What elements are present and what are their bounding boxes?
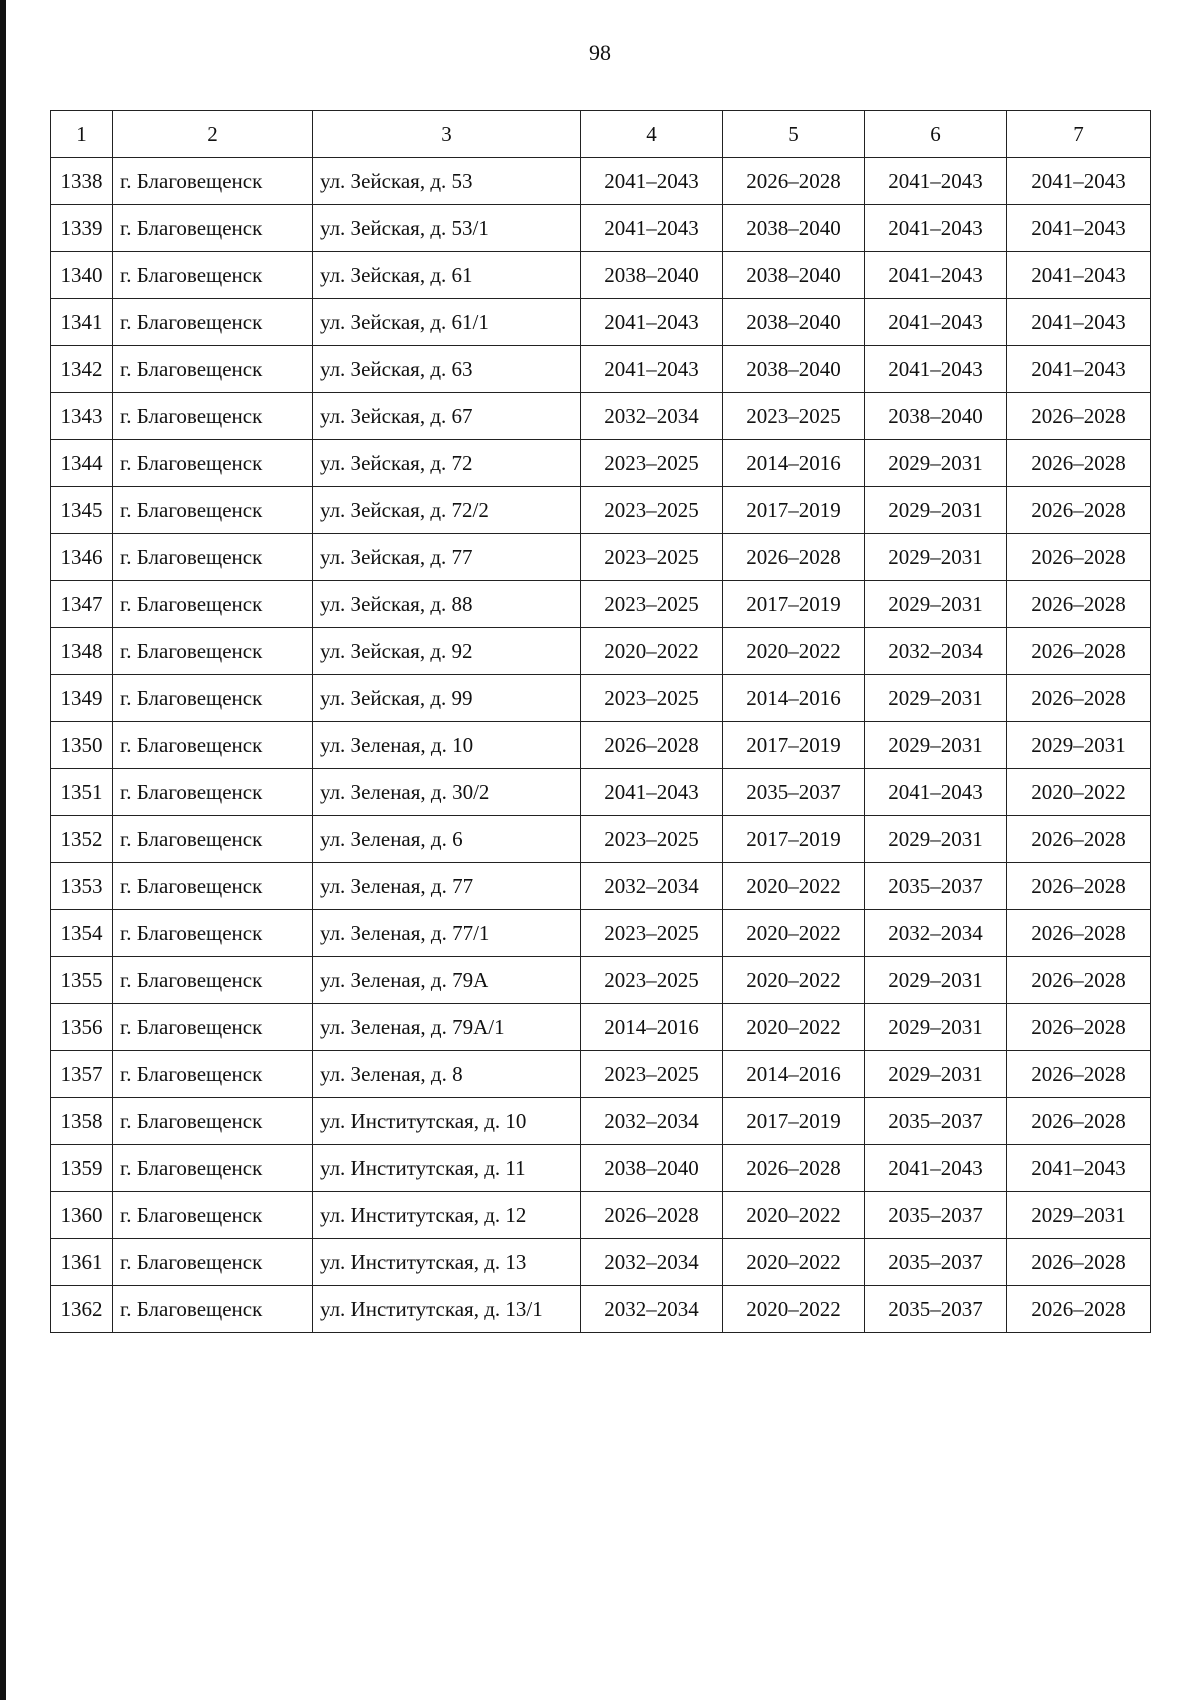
cell-period-5: 2038–2040 bbox=[723, 346, 865, 393]
table-row bbox=[51, 628, 1151, 675]
cell-city: г. Благовещенск bbox=[113, 722, 313, 769]
cell-address: ул. Зейская, д. 72 bbox=[313, 440, 581, 487]
cell-period-7: 2026–2028 bbox=[1007, 816, 1151, 863]
cell-address: ул. Институтская, д. 11 bbox=[313, 1145, 581, 1192]
cell-row-number: 1360 bbox=[51, 1192, 113, 1239]
cell-period-5: 2017–2019 bbox=[723, 722, 865, 769]
cell-period-6: 2029–2031 bbox=[865, 722, 1007, 769]
cell-period-5: 2038–2040 bbox=[723, 299, 865, 346]
table-row bbox=[51, 816, 1151, 863]
cell-period-4: 2041–2043 bbox=[581, 769, 723, 816]
table-row bbox=[51, 957, 1151, 1004]
cell-address: ул. Зейская, д. 63 bbox=[313, 346, 581, 393]
cell-period-6: 2041–2043 bbox=[865, 346, 1007, 393]
cell-period-6: 2029–2031 bbox=[865, 440, 1007, 487]
cell-period-7: 2026–2028 bbox=[1007, 534, 1151, 581]
cell-period-7: 2029–2031 bbox=[1007, 722, 1151, 769]
cell-period-7: 2041–2043 bbox=[1007, 205, 1151, 252]
cell-period-5: 2020–2022 bbox=[723, 1004, 865, 1051]
cell-city: г. Благовещенск bbox=[113, 1004, 313, 1051]
cell-row-number: 1340 bbox=[51, 252, 113, 299]
cell-row-number: 1344 bbox=[51, 440, 113, 487]
cell-address: ул. Зеленая, д. 6 bbox=[313, 816, 581, 863]
cell-period-5: 2020–2022 bbox=[723, 1286, 865, 1333]
cell-city: г. Благовещенск bbox=[113, 1145, 313, 1192]
cell-period-7: 2041–2043 bbox=[1007, 1145, 1151, 1192]
cell-period-5: 2020–2022 bbox=[723, 910, 865, 957]
cell-period-7: 2041–2043 bbox=[1007, 158, 1151, 205]
cell-period-4: 2038–2040 bbox=[581, 252, 723, 299]
cell-address: ул. Институтская, д. 10 bbox=[313, 1098, 581, 1145]
cell-period-6: 2041–2043 bbox=[865, 299, 1007, 346]
cell-period-5: 2020–2022 bbox=[723, 957, 865, 1004]
cell-period-6: 2029–2031 bbox=[865, 675, 1007, 722]
column-header-4: 4 bbox=[581, 111, 723, 158]
cell-period-5: 2020–2022 bbox=[723, 1192, 865, 1239]
cell-period-4: 2032–2034 bbox=[581, 1098, 723, 1145]
cell-city: г. Благовещенск bbox=[113, 252, 313, 299]
cell-city: г. Благовещенск bbox=[113, 816, 313, 863]
cell-row-number: 1341 bbox=[51, 299, 113, 346]
cell-period-6: 2029–2031 bbox=[865, 957, 1007, 1004]
cell-period-5: 2023–2025 bbox=[723, 393, 865, 440]
cell-period-6: 2041–2043 bbox=[865, 205, 1007, 252]
cell-city: г. Благовещенск bbox=[113, 1192, 313, 1239]
cell-period-6: 2035–2037 bbox=[865, 1192, 1007, 1239]
cell-city: г. Благовещенск bbox=[113, 628, 313, 675]
cell-city: г. Благовещенск bbox=[113, 957, 313, 1004]
cell-row-number: 1338 bbox=[51, 158, 113, 205]
cell-city: г. Благовещенск bbox=[113, 487, 313, 534]
cell-period-5: 2014–2016 bbox=[723, 675, 865, 722]
cell-period-6: 2029–2031 bbox=[865, 487, 1007, 534]
cell-period-4: 2023–2025 bbox=[581, 487, 723, 534]
table-row bbox=[51, 675, 1151, 722]
cell-period-4: 2023–2025 bbox=[581, 1051, 723, 1098]
cell-address: ул. Зейская, д. 67 bbox=[313, 393, 581, 440]
cell-period-5: 2020–2022 bbox=[723, 628, 865, 675]
cell-period-6: 2029–2031 bbox=[865, 581, 1007, 628]
cell-period-7: 2041–2043 bbox=[1007, 299, 1151, 346]
cell-period-7: 2029–2031 bbox=[1007, 1192, 1151, 1239]
cell-city: г. Благовещенск bbox=[113, 393, 313, 440]
cell-address: ул. Зейская, д. 53 bbox=[313, 158, 581, 205]
cell-address: ул. Зейская, д. 61/1 bbox=[313, 299, 581, 346]
cell-period-6: 2041–2043 bbox=[865, 769, 1007, 816]
cell-period-6: 2029–2031 bbox=[865, 1051, 1007, 1098]
cell-period-5: 2026–2028 bbox=[723, 158, 865, 205]
cell-period-6: 2032–2034 bbox=[865, 628, 1007, 675]
cell-row-number: 1354 bbox=[51, 910, 113, 957]
table-body bbox=[51, 158, 1151, 1333]
cell-row-number: 1345 bbox=[51, 487, 113, 534]
cell-row-number: 1361 bbox=[51, 1239, 113, 1286]
cell-period-4: 2023–2025 bbox=[581, 910, 723, 957]
cell-city: г. Благовещенск bbox=[113, 863, 313, 910]
cell-address: ул. Зеленая, д. 79А bbox=[313, 957, 581, 1004]
cell-period-4: 2032–2034 bbox=[581, 1286, 723, 1333]
cell-period-6: 2041–2043 bbox=[865, 1145, 1007, 1192]
cell-period-4: 2023–2025 bbox=[581, 581, 723, 628]
cell-address: ул. Зейская, д. 99 bbox=[313, 675, 581, 722]
cell-address: ул. Зейская, д. 53/1 bbox=[313, 205, 581, 252]
cell-address: ул. Зеленая, д. 8 bbox=[313, 1051, 581, 1098]
cell-period-5: 2026–2028 bbox=[723, 1145, 865, 1192]
cell-period-4: 2041–2043 bbox=[581, 346, 723, 393]
cell-city: г. Благовещенск bbox=[113, 769, 313, 816]
cell-city: г. Благовещенск bbox=[113, 205, 313, 252]
cell-row-number: 1349 bbox=[51, 675, 113, 722]
cell-period-4: 2023–2025 bbox=[581, 534, 723, 581]
table-row bbox=[51, 393, 1151, 440]
cell-row-number: 1362 bbox=[51, 1286, 113, 1333]
cell-city: г. Благовещенск bbox=[113, 299, 313, 346]
cell-period-6: 2035–2037 bbox=[865, 1286, 1007, 1333]
cell-address: ул. Институтская, д. 12 bbox=[313, 1192, 581, 1239]
cell-period-4: 2038–2040 bbox=[581, 1145, 723, 1192]
column-header-5: 5 bbox=[723, 111, 865, 158]
cell-period-7: 2026–2028 bbox=[1007, 581, 1151, 628]
table-row bbox=[51, 769, 1151, 816]
cell-period-5: 2014–2016 bbox=[723, 1051, 865, 1098]
cell-address: ул. Зеленая, д. 10 bbox=[313, 722, 581, 769]
table-row bbox=[51, 1051, 1151, 1098]
cell-period-5: 2020–2022 bbox=[723, 1239, 865, 1286]
cell-period-6: 2035–2037 bbox=[865, 1098, 1007, 1145]
table-row bbox=[51, 910, 1151, 957]
cell-row-number: 1350 bbox=[51, 722, 113, 769]
cell-city: г. Благовещенск bbox=[113, 1098, 313, 1145]
cell-period-5: 2017–2019 bbox=[723, 816, 865, 863]
table-row bbox=[51, 1239, 1151, 1286]
schedule-table-container bbox=[50, 110, 1150, 1333]
cell-city: г. Благовещенск bbox=[113, 910, 313, 957]
cell-period-5: 2038–2040 bbox=[723, 252, 865, 299]
cell-row-number: 1357 bbox=[51, 1051, 113, 1098]
cell-row-number: 1346 bbox=[51, 534, 113, 581]
table-row bbox=[51, 1145, 1151, 1192]
cell-period-4: 2041–2043 bbox=[581, 205, 723, 252]
cell-period-5: 2014–2016 bbox=[723, 440, 865, 487]
cell-row-number: 1359 bbox=[51, 1145, 113, 1192]
cell-period-4: 2026–2028 bbox=[581, 722, 723, 769]
cell-period-4: 2023–2025 bbox=[581, 816, 723, 863]
cell-period-5: 2017–2019 bbox=[723, 581, 865, 628]
cell-period-5: 2035–2037 bbox=[723, 769, 865, 816]
cell-period-7: 2041–2043 bbox=[1007, 252, 1151, 299]
cell-period-6: 2041–2043 bbox=[865, 158, 1007, 205]
cell-period-7: 2026–2028 bbox=[1007, 1098, 1151, 1145]
cell-period-7: 2026–2028 bbox=[1007, 1004, 1151, 1051]
table-row bbox=[51, 158, 1151, 205]
table-row bbox=[51, 487, 1151, 534]
cell-period-6: 2029–2031 bbox=[865, 1004, 1007, 1051]
cell-city: г. Благовещенск bbox=[113, 1051, 313, 1098]
cell-row-number: 1348 bbox=[51, 628, 113, 675]
cell-address: ул. Зейская, д. 77 bbox=[313, 534, 581, 581]
cell-row-number: 1358 bbox=[51, 1098, 113, 1145]
page-number: 98 bbox=[589, 40, 611, 65]
table-row bbox=[51, 346, 1151, 393]
cell-address: ул. Институтская, д. 13 bbox=[313, 1239, 581, 1286]
schedule-table bbox=[50, 110, 1151, 1333]
cell-period-5: 2020–2022 bbox=[723, 863, 865, 910]
cell-row-number: 1352 bbox=[51, 816, 113, 863]
cell-period-4: 2023–2025 bbox=[581, 675, 723, 722]
cell-city: г. Благовещенск bbox=[113, 1239, 313, 1286]
cell-address: ул. Зеленая, д. 79А/1 bbox=[313, 1004, 581, 1051]
cell-period-4: 2032–2034 bbox=[581, 393, 723, 440]
cell-period-7: 2026–2028 bbox=[1007, 957, 1151, 1004]
cell-period-4: 2020–2022 bbox=[581, 628, 723, 675]
cell-address: ул. Зеленая, д. 77 bbox=[313, 863, 581, 910]
table-row bbox=[51, 863, 1151, 910]
cell-period-4: 2014–2016 bbox=[581, 1004, 723, 1051]
scan-edge-mark bbox=[0, 0, 6, 1700]
cell-period-6: 2029–2031 bbox=[865, 816, 1007, 863]
cell-address: ул. Зейская, д. 88 bbox=[313, 581, 581, 628]
cell-city: г. Благовещенск bbox=[113, 440, 313, 487]
table-row bbox=[51, 581, 1151, 628]
cell-period-6: 2041–2043 bbox=[865, 252, 1007, 299]
column-header-7: 7 bbox=[1007, 111, 1151, 158]
table-header-row bbox=[51, 111, 1151, 158]
cell-city: г. Благовещенск bbox=[113, 1286, 313, 1333]
cell-address: ул. Зеленая, д. 77/1 bbox=[313, 910, 581, 957]
cell-city: г. Благовещенск bbox=[113, 675, 313, 722]
cell-row-number: 1342 bbox=[51, 346, 113, 393]
column-header-6: 6 bbox=[865, 111, 1007, 158]
cell-period-7: 2026–2028 bbox=[1007, 628, 1151, 675]
table-row bbox=[51, 205, 1151, 252]
table-row bbox=[51, 252, 1151, 299]
table-row bbox=[51, 440, 1151, 487]
cell-period-4: 2041–2043 bbox=[581, 158, 723, 205]
cell-city: г. Благовещенск bbox=[113, 581, 313, 628]
cell-period-7: 2026–2028 bbox=[1007, 910, 1151, 957]
cell-period-4: 2041–2043 bbox=[581, 299, 723, 346]
cell-period-6: 2035–2037 bbox=[865, 863, 1007, 910]
cell-period-4: 2023–2025 bbox=[581, 957, 723, 1004]
cell-row-number: 1339 bbox=[51, 205, 113, 252]
column-header-2: 2 bbox=[113, 111, 313, 158]
cell-period-7: 2026–2028 bbox=[1007, 440, 1151, 487]
cell-period-4: 2023–2025 bbox=[581, 440, 723, 487]
cell-row-number: 1353 bbox=[51, 863, 113, 910]
cell-period-7: 2026–2028 bbox=[1007, 1286, 1151, 1333]
table-row bbox=[51, 1192, 1151, 1239]
table-row bbox=[51, 722, 1151, 769]
cell-period-7: 2026–2028 bbox=[1007, 393, 1151, 440]
cell-city: г. Благовещенск bbox=[113, 158, 313, 205]
cell-address: ул. Зейская, д. 92 bbox=[313, 628, 581, 675]
cell-period-7: 2041–2043 bbox=[1007, 346, 1151, 393]
cell-period-4: 2032–2034 bbox=[581, 863, 723, 910]
cell-period-7: 2020–2022 bbox=[1007, 769, 1151, 816]
cell-row-number: 1343 bbox=[51, 393, 113, 440]
table-row bbox=[51, 1098, 1151, 1145]
cell-period-6: 2038–2040 bbox=[865, 393, 1007, 440]
cell-period-6: 2032–2034 bbox=[865, 910, 1007, 957]
cell-period-5: 2017–2019 bbox=[723, 1098, 865, 1145]
cell-period-4: 2032–2034 bbox=[581, 1239, 723, 1286]
cell-row-number: 1355 bbox=[51, 957, 113, 1004]
cell-row-number: 1356 bbox=[51, 1004, 113, 1051]
cell-period-4: 2026–2028 bbox=[581, 1192, 723, 1239]
cell-period-7: 2026–2028 bbox=[1007, 487, 1151, 534]
cell-period-6: 2029–2031 bbox=[865, 534, 1007, 581]
cell-period-5: 2017–2019 bbox=[723, 487, 865, 534]
cell-address: ул. Зейская, д. 61 bbox=[313, 252, 581, 299]
column-header-3: 3 bbox=[313, 111, 581, 158]
cell-address: ул. Зеленая, д. 30/2 bbox=[313, 769, 581, 816]
table-row bbox=[51, 299, 1151, 346]
cell-period-5: 2026–2028 bbox=[723, 534, 865, 581]
cell-address: ул. Институтская, д. 13/1 bbox=[313, 1286, 581, 1333]
table-row bbox=[51, 1286, 1151, 1333]
table-row bbox=[51, 1004, 1151, 1051]
cell-period-5: 2038–2040 bbox=[723, 205, 865, 252]
cell-city: г. Благовещенск bbox=[113, 534, 313, 581]
column-header-1: 1 bbox=[51, 111, 113, 158]
cell-address: ул. Зейская, д. 72/2 bbox=[313, 487, 581, 534]
cell-row-number: 1351 bbox=[51, 769, 113, 816]
cell-city: г. Благовещенск bbox=[113, 346, 313, 393]
cell-period-7: 2026–2028 bbox=[1007, 863, 1151, 910]
table-row bbox=[51, 534, 1151, 581]
cell-period-7: 2026–2028 bbox=[1007, 1239, 1151, 1286]
cell-period-7: 2026–2028 bbox=[1007, 1051, 1151, 1098]
cell-row-number: 1347 bbox=[51, 581, 113, 628]
cell-period-7: 2026–2028 bbox=[1007, 675, 1151, 722]
cell-period-6: 2035–2037 bbox=[865, 1239, 1007, 1286]
